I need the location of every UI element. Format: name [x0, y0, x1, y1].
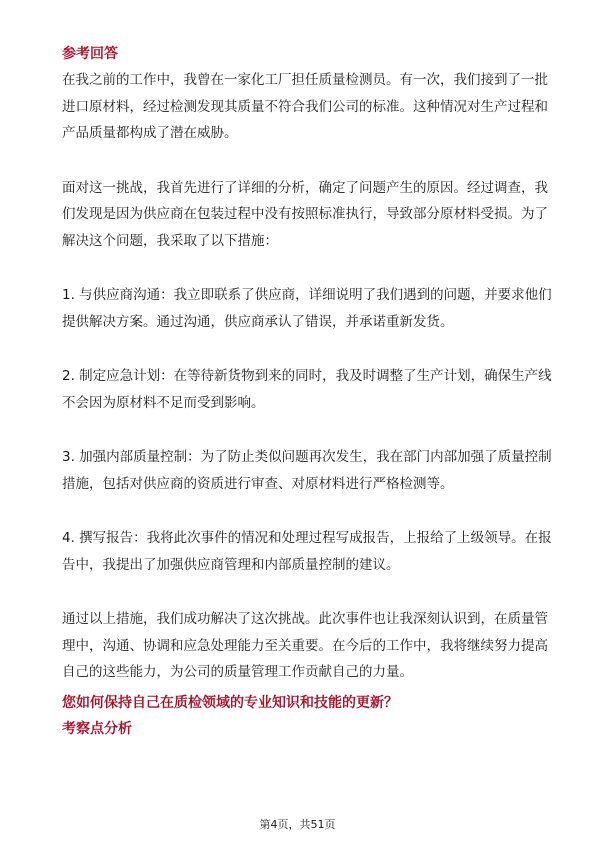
- measure-item-3: [62, 444, 552, 497]
- paragraph-line: 4. 撰写报告：我将此次事件的情况和处理过程写成报告，上报给了上级领导。在报: [62, 530, 552, 546]
- paragraph-line: 进口原材料，经过检测发现其质量不符合我们公司的标准。这种情况对生产过程和: [62, 98, 548, 115]
- paragraph-line: 3. 加强内部质量控制：为了防止类似问题再次发生，我在部门内部加强了质量控制: [62, 449, 552, 465]
- section-heading-analysis: 考察点分析: [62, 720, 132, 737]
- paragraph-line: 告中，我提出了加强供应商管理和内部质量控制的建议。: [62, 556, 400, 573]
- paragraph-line: 在我之前的工作中，我曾在一家化工厂担任质量检测员。有一次，我们接到了一批: [62, 72, 548, 88]
- measure-item-1: [62, 282, 552, 335]
- answer-paragraph-2: [62, 175, 548, 255]
- answer-paragraph-conclusion: [62, 606, 548, 686]
- paragraph-line: 2. 制定应急计划：在等待新货物到来的同时，我及时调整了生产计划，确保生产线: [62, 368, 552, 384]
- paragraph-line: 理中，沟通、协调和应急处理能力至关重要。在今后的工作中，我将继续努力提高: [62, 637, 548, 654]
- measure-item-4: [62, 525, 552, 578]
- answer-paragraph-1: [62, 67, 548, 147]
- paragraph-line: 产品质量都构成了潜在威胁。: [62, 125, 238, 141]
- paragraph-line: 通过以上措施，我们成功解决了这次挑战。此次事件也让我深刻认识到，在质量管: [62, 611, 548, 627]
- section-heading-reference-answer: 参考回答: [62, 46, 118, 62]
- question-heading: 您如何保持自己在质检领域的专业知识和技能的更新？: [62, 694, 398, 711]
- paragraph-line: 解决这个问题，我采取了以下措施：: [62, 232, 278, 249]
- paragraph-line: 面对这一挑战，我首先进行了详细的分析，确定了问题产生的原因。经过调查，我: [62, 179, 548, 196]
- paragraph-line: 不会因为原材料不足而受到影响。: [62, 394, 265, 411]
- paragraph-line: 自己的这些能力，为公司的质量管理工作贡献自己的力量。: [62, 664, 413, 680]
- paragraph-line: 措施，包括对供应商的资质进行审查、对原材料进行严格检测等。: [62, 475, 454, 492]
- paragraph-line: 1. 与供应商沟通：我立即联系了供应商，详细说明了我们遇到的问题，并要求他们: [62, 287, 552, 303]
- page-content: [62, 44, 552, 739]
- paragraph-line: 提供解决方案。通过沟通，供应商承认了错误，并承诺重新发货。: [62, 313, 454, 330]
- page-number-footer: 第4页，共51页: [259, 818, 336, 831]
- paragraph-line: 们发现是因为供应商在包装过程中没有按照标准执行，导致部分原材料受损。为了: [62, 206, 548, 222]
- measure-item-2: [62, 363, 552, 416]
